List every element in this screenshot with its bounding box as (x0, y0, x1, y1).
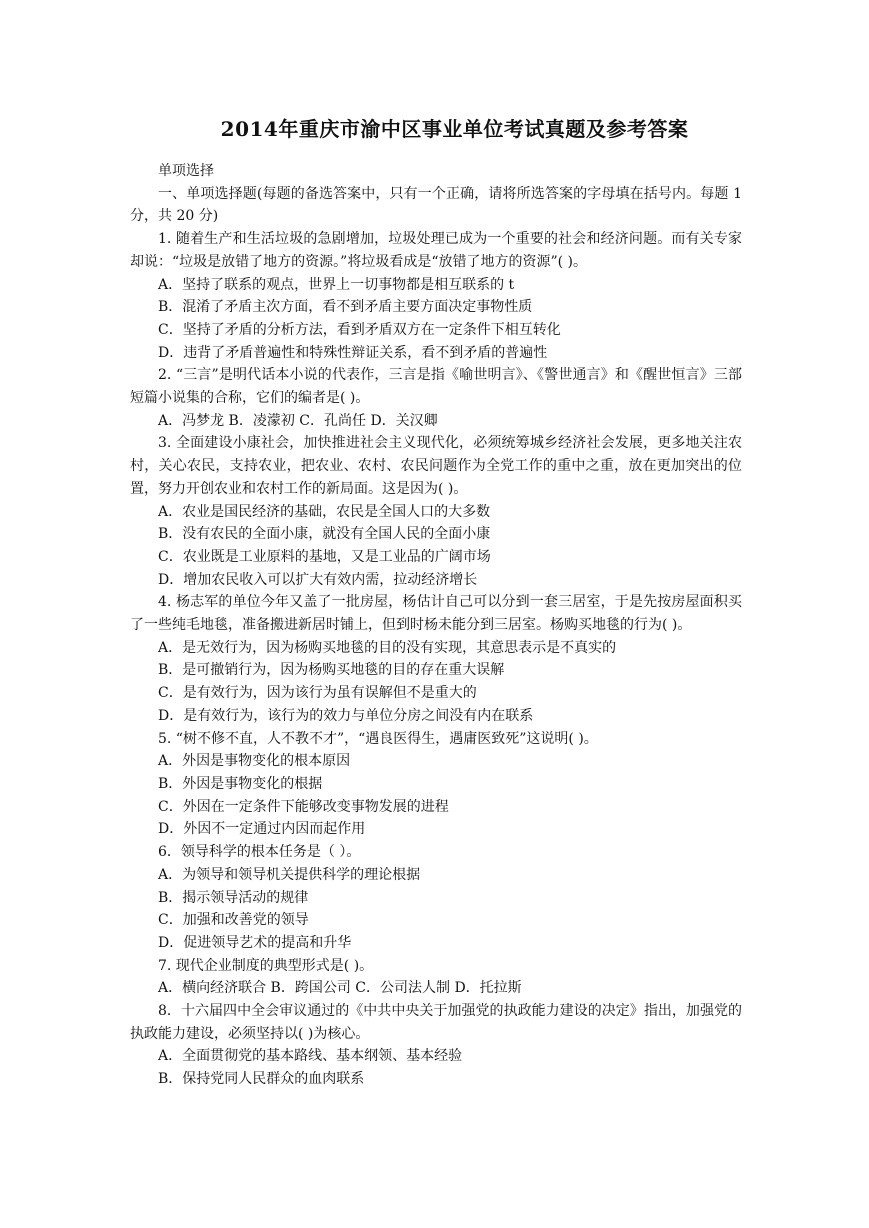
question-8-option-a: A．全面贯彻党的基本路线、基本纲领、基本经验 (158, 1048, 463, 1065)
question-4-option-b: B．是可撤销行为，因为杨购买地毯的目的存在重大误解 (158, 662, 505, 679)
question-3-option-b: B．没有农民的全面小康，就没有全国人民的全面小康 (158, 526, 491, 543)
question-8: 8．十六届四中全会审议通过的《中共中央关于加强党的执政能力建设的决定》指出，加强党的执政能力建设，必须坚持以( )为核心。 (130, 1003, 742, 1042)
document-title: 2014年重庆市渝中区事业单位考试真题及参考答案 (220, 117, 689, 141)
question-2: 2. “三言”是明代话本小说的代表作，三言是指《喻世明言》、《警世通言》和《醒世恒言》三部短篇小说集的合称，它们的编者是( )。 (130, 367, 742, 407)
question-1-option-d: D．违背了矛盾普遍性和特殊性辩证关系，看不到矛盾的普遍性 (158, 344, 548, 361)
question-3: 3. 全面建设小康社会，加快推进社会主义现代化，必须统筹城乡经济社会发展，更多地关注农村，关心农民，支持农业，把农业、农村、农民问题作为全党工作的重中之重，放在更加突出的位置，努力开创农业和农村工作的新局面。这是因为( )。 (130, 435, 742, 497)
question-5-option-a: A．外因是事物变化的根本原因 (158, 753, 351, 770)
question-1-option-b: B．混淆了矛盾主次方面，看不到矛盾主要方面决定事物性质 (158, 299, 533, 316)
question-5-option-d: D．外因不一定通过内因而起作用 (158, 821, 366, 838)
question-6-option-c: C．加强和改善党的领导 (158, 912, 309, 929)
question-7-options: A．横向经济联合 B．跨国公司 C．公司法人制 D．托拉斯 (158, 980, 522, 997)
question-6-option-d: D．促进领导艺术的提高和升华 (158, 934, 352, 951)
question-5: 5. “树不修不直，人不教不才”，“遇良医得生，遇庸医致死”这说明( )。 (158, 730, 598, 747)
instructions-paragraph: 一、单项选择题(每题的备选答案中，只有一个正确，请将所选答案的字母填在括号内。每题 1 分，共 20 分) (130, 185, 742, 225)
question-4: 4. 杨志军的单位今年又盖了一批房屋，杨估计自己可以分到一套三居室，于是先按房屋面积买了一些纯毛地毯，准备搬进新居时铺上，但到时杨未能分到三居室。杨购买地毯的行为( )。 (130, 594, 742, 634)
question-3-option-a: A．农业是国民经济的基础，农民是全国人口的大多数 (158, 503, 491, 520)
question-5-option-c: C．外因在一定条件下能够改变事物发展的进程 (158, 798, 449, 815)
question-6-option-b: B．揭示领导活动的规律 (158, 889, 309, 906)
question-1-option-a: A．坚持了联系的观点，世界上一切事物都是相互联系的 t (158, 276, 515, 293)
question-8-option-b: B．保持党同人民群众的血肉联系 (158, 1071, 365, 1088)
question-1: 1. 随着生产和生活垃圾的急剧增加，垃圾处理已成为一个重要的社会和经济问题。而有关专家却说：“垃圾是放错了地方的资源。”将垃圾看成是“放错了地方的资源”( )。 (130, 231, 742, 270)
question-5-option-b: B．外因是事物变化的根据 (158, 775, 323, 792)
question-6-option-a: A．为领导和领导机关提供科学的理论根据 (158, 866, 421, 883)
document-body (130, 160, 742, 1091)
question-7: 7. 现代企业制度的典型形式是( )。 (158, 957, 374, 974)
question-2-options: A．冯梦龙 B．凌濛初 C．孔尚任 D．关汉卿 (158, 412, 438, 429)
question-4-option-c: C．是有效行为，因为该行为虽有误解但不是重大的 (158, 685, 477, 702)
question-6: 6．领导科学的根本任务是（ ）。 (158, 844, 361, 861)
section-heading: 单项选择 (158, 163, 214, 179)
question-3-option-d: D．增加农民收入可以扩大有效内需，拉动经济增长 (158, 571, 478, 588)
question-1-option-c: C．坚持了矛盾的分析方法，看到矛盾双方在一定条件下相互转化 (158, 321, 561, 338)
question-3-option-c: C．农业既是工业原料的基地，又是工业品的广阔市场 (158, 548, 491, 565)
question-4-option-d: D．是有效行为，该行为的效力与单位分房之间没有内在联系 (158, 707, 534, 724)
question-4-option-a: A．是无效行为，因为杨购买地毯的目的没有实现，其意思表示是不真实的 (158, 639, 617, 656)
